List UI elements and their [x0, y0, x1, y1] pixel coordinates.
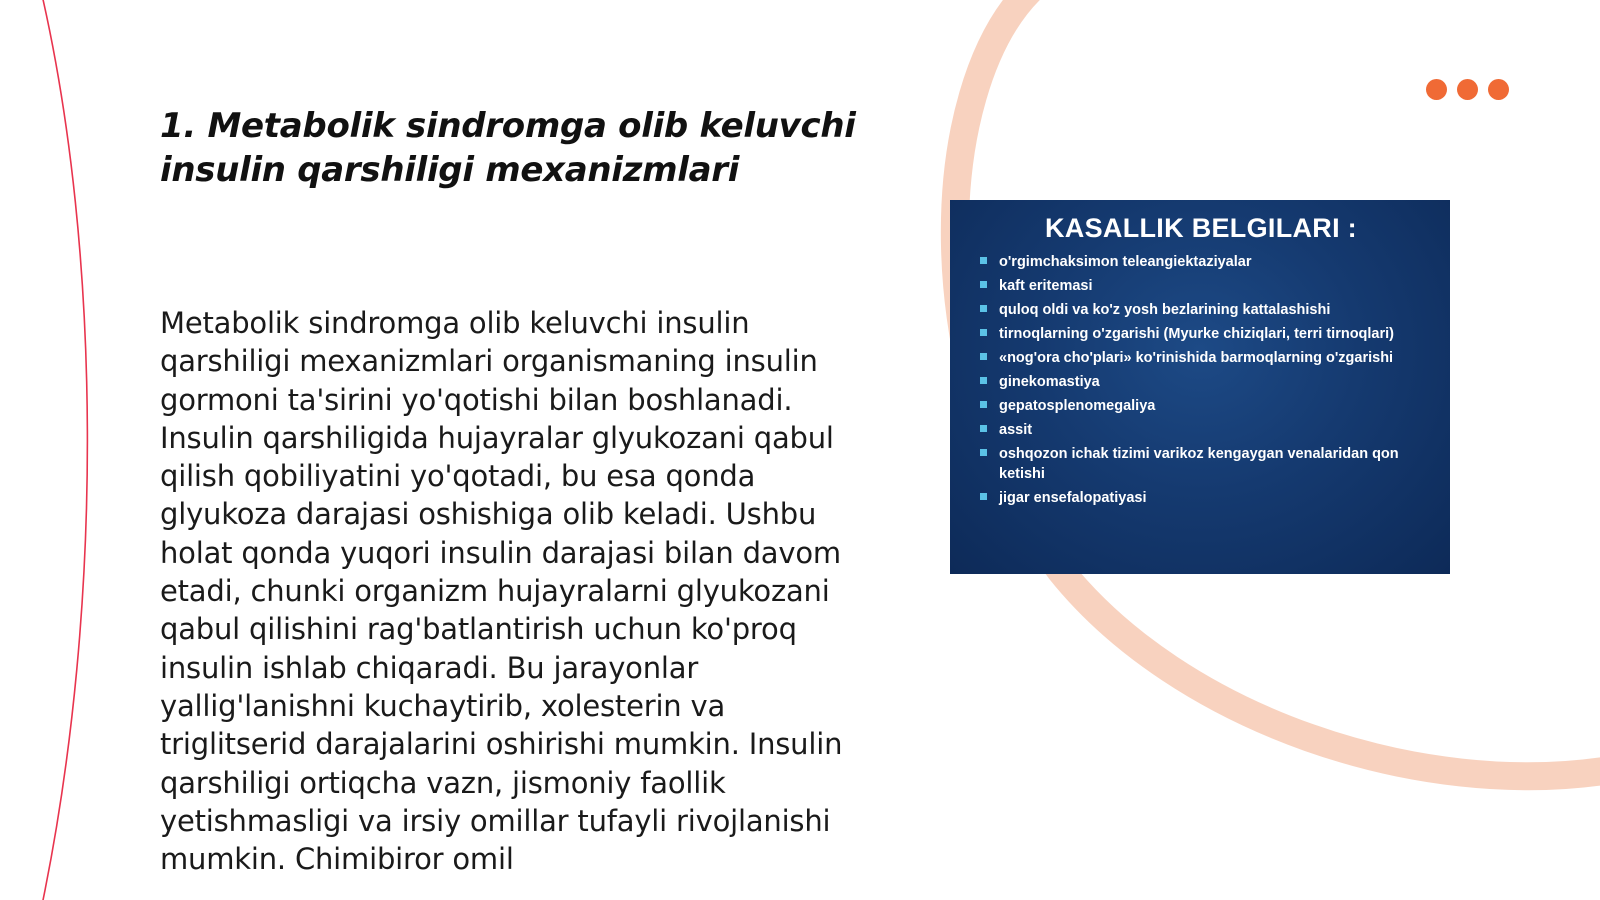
dot	[1488, 79, 1509, 100]
menu-dots-icon	[1426, 79, 1509, 100]
list-item-text: kaft eritemasi	[999, 278, 1093, 294]
list-item-text: tirnoqlarning o'zgarishi (Myurke chiziqlari, terri tirnoqlari)	[999, 326, 1394, 342]
list-item	[980, 276, 1422, 296]
bullet-icon	[980, 305, 987, 312]
list-item-text: o'rgimchaksimon teleangiektaziyalar	[999, 254, 1252, 270]
dot	[1457, 79, 1478, 100]
bullet-icon	[980, 329, 987, 336]
list-item-text: quloq oldi va ko'z yosh bezlarining kattalashishi	[999, 302, 1331, 318]
list-item-text: jigar ensefalopatiyasi	[999, 490, 1147, 506]
panel-title: KASALLIK BELGILARI :	[1045, 213, 1357, 243]
list-item	[980, 444, 1422, 484]
bullet-icon	[980, 449, 987, 456]
bullet-icon	[980, 257, 987, 264]
list-item-text: assit	[999, 422, 1033, 438]
slide-title: 1. Metabolik sindromga olib keluvchi insulin qarshiligi mexanizmlari	[160, 106, 856, 190]
bullet-icon	[980, 377, 987, 384]
list-item	[980, 324, 1422, 344]
dot	[1426, 79, 1447, 100]
list-item	[980, 420, 1422, 440]
list-item-text: ginekomastiya	[999, 374, 1100, 390]
symptoms-list	[980, 252, 1422, 508]
list-item-text: «nog'ora cho'plari» ko'rinishida barmoqlarning o'zgarishi	[999, 350, 1394, 366]
list-item	[980, 488, 1422, 508]
list-item	[980, 300, 1422, 320]
bullet-icon	[980, 425, 987, 432]
list-item	[980, 252, 1422, 272]
list-item	[980, 396, 1422, 416]
list-item-text: gepatosplenomegaliya	[999, 398, 1156, 414]
symptoms-panel	[950, 200, 1450, 574]
bullet-icon	[980, 281, 987, 288]
list-item-text: oshqozon ichak tizimi varikoz kengaygan venalaridan qon ketishi	[999, 446, 1399, 482]
bullet-icon	[980, 401, 987, 408]
list-item	[980, 372, 1422, 392]
list-item	[980, 348, 1422, 368]
bullet-icon	[980, 493, 987, 500]
slide-body-text: Metabolik sindromga olib keluvchi insulin qarshiligi mexanizmlari organismaning insulin gormoni ta'sirini yo'qotishi bilan boshlanadi. Insulin qarshiligida hujayralar glyukozani qabul qilish qobiliyatini yo'qotadi, bu esa qonda glyukoza darajasi oshishiga olib keladi. Ushbu holat qonda yuqori insulin darajasi bilan davom etadi, chunki organizm hujayralarni glyukozani qabul qilishini rag'batlantirish uchun ko'proq insulin ishlab chiqaradi. Bu jarayonlar yallig'lanishni kuchaytirib, xolesterin va triglitserid darajalarini oshirishi mumkin. Insulin qarshiligi ortiqcha vazn, jismoniy faollik yetishmasligi va irsiy omillar tufayli rivojlanishi mumkin. Chimibiror omil	[160, 306, 843, 877]
decorative-line	[42, 0, 87, 900]
bullet-icon	[980, 353, 987, 360]
